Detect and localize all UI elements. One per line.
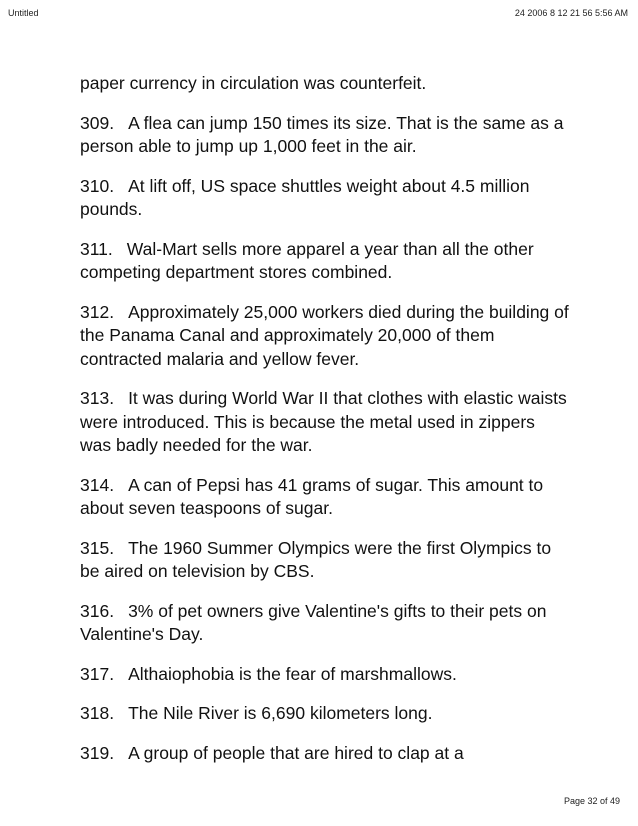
fact-item-319 <box>80 742 570 766</box>
fact-text: Approximately 25,000 workers died during the building of the Panama Canal and approximately 20,000 of them contracted malaria and yellow fever. <box>80 301 569 369</box>
fact-number: 310. <box>80 175 115 196</box>
fact-item-310 <box>80 175 570 222</box>
fact-number: 313. <box>80 388 115 408</box>
fact-number: 316. <box>80 600 115 621</box>
continuation-paragraph: paper currency in circulation was counterfeit. <box>80 73 427 93</box>
fact-text: A group of people that are hired to clap at a <box>128 742 464 763</box>
fact-number: 314. <box>80 474 115 495</box>
fact-number: 317. <box>80 663 115 684</box>
header-timestamp: 24 2006 8 12 21 56 5:56 AM <box>514 8 628 18</box>
fact-number: 319. <box>80 742 115 763</box>
fact-number: 309. <box>80 112 115 133</box>
fact-item-314 <box>80 474 570 521</box>
fact-text: The Nile River is 6,690 kilometers long. <box>128 703 433 723</box>
fact-text: At lift off, US space shuttles weight about 4.5 million pounds. <box>80 175 530 219</box>
document-body <box>80 72 570 781</box>
fact-number: 311. <box>80 238 113 259</box>
fact-text: A can of Pepsi has 41 grams of sugar. This amount to about seven teaspoons of sugar. <box>80 474 544 518</box>
fact-item-313 <box>80 387 570 458</box>
fact-text: Althaiophobia is the fear of marshmallows. <box>128 663 457 684</box>
page-number: Page 32 of 49 <box>563 796 620 806</box>
fact-text: It was during World War II that clothes with elastic waists were introduced. This is because the metal used in zippers was badly needed for the war. <box>80 388 567 455</box>
fact-number: 312. <box>80 301 115 322</box>
fact-item-309 <box>80 112 570 159</box>
fact-number: 315. <box>80 537 115 558</box>
fact-item-312 <box>80 301 570 372</box>
fact-text: Wal-Mart sells more apparel a year than all the other competing department stores combined. <box>80 238 534 282</box>
fact-item-317 <box>80 663 570 687</box>
header-document-title: Untitled <box>8 8 39 18</box>
fact-text: 3% of pet owners give Valentine's gifts to their pets on Valentine's Day. <box>80 600 547 644</box>
fact-item-311 <box>80 238 570 285</box>
fact-number: 318. <box>80 703 115 723</box>
fact-text: The 1960 Summer Olympics were the first Olympics to be aired on television by CBS. <box>80 537 552 581</box>
fact-item-318 <box>80 702 570 726</box>
fact-item-315 <box>80 537 570 584</box>
fact-text: A flea can jump 150 times its size. That is the same as a person able to jump up 1,000 feet in the air. <box>80 112 564 156</box>
fact-item-316 <box>80 600 570 647</box>
